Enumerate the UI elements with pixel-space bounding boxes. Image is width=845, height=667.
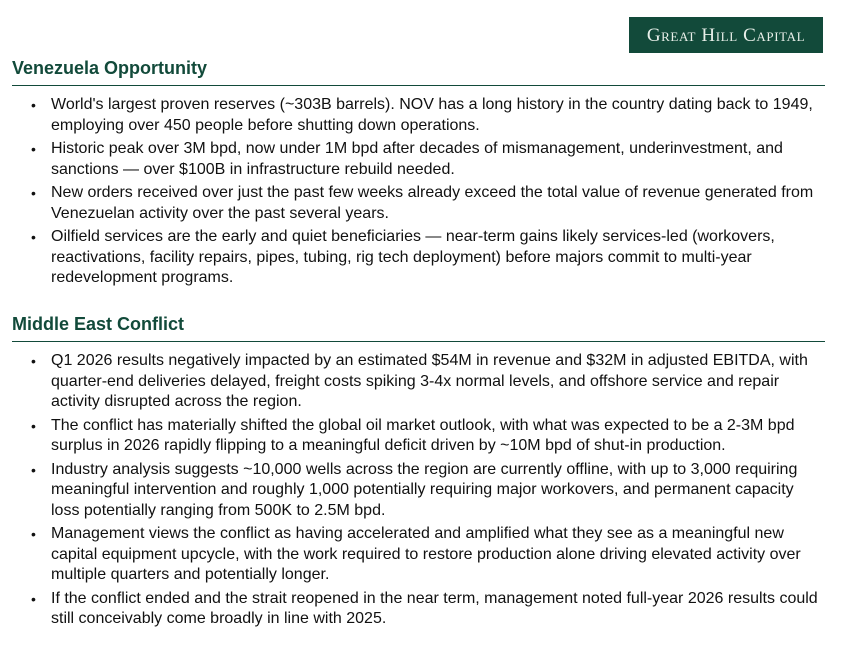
bullet-item — [12, 227, 825, 289]
bullet-text: If the conflict ended and the strait reopened in the near term, management noted full-year 2026 results could still conceivably come broadly in line with 2025. — [51, 589, 818, 627]
bullet-item — [12, 139, 825, 180]
bullet-text: Oilfield services are the early and quiet beneficiaries — near-term gains likely services-led (workovers, reactivations, facility repairs, pipes, tubing, rig tech deployment) before majors commit to multi-year redevelopment programs. — [51, 228, 775, 286]
bullet-text: New orders received over just the past few weeks already exceed the total value of revenue generated from Venezuelan activity over the past several years. — [51, 184, 814, 222]
bullet-item — [12, 351, 825, 413]
bullet-item — [12, 416, 825, 457]
bullet-text: Historic peak over 3M bpd, now under 1M bpd after decades of mismanagement, underinvestment, and sanctions — over $100B in infrastructure rebuild needed. — [51, 140, 783, 178]
bullet-item — [12, 589, 825, 630]
bullet-text: Industry analysis suggests ~10,000 wells across the region are currently offline, with up to 3,000 requiring meaningful intervention and roughly 1,000 potentially requiring major workovers, and permanent capacity loss potentially ranging from 500K to 2.5M bpd. — [51, 460, 798, 519]
bullet-text: The conflict has materially shifted the global oil market outlook, with what was expected to be a 2-3M bpd surplus in 2026 rapidly flipping to a meaningful deficit driven by ~10M bpd of shut-in production. — [51, 416, 795, 454]
bullet-text: World's largest proven reserves (~303B barrels). NOV has a long history in the country dating back to 1949, employing over 450 people before shutting down operations. — [51, 96, 813, 134]
bullet-icon: • — [31, 229, 36, 245]
bullet-item — [12, 524, 825, 586]
section-middle-east-conflict — [12, 312, 825, 633]
bullet-list — [12, 351, 825, 630]
bullet-icon: • — [31, 417, 36, 434]
bullet-icon: • — [31, 461, 36, 478]
bullet-icon: • — [31, 141, 36, 157]
bullet-item — [12, 460, 825, 522]
section-divider — [12, 85, 825, 86]
section-divider — [12, 341, 825, 342]
section-venezuela-opportunity — [12, 56, 825, 292]
bullet-icon: • — [31, 353, 36, 369]
bullet-text: Management views the conflict as having accelerated and amplified what they see as a meaningful new capital equipment upcycle, with the work required to restore production alone driving elevated activity over multiple quarters and potentially longer. — [51, 525, 801, 583]
bullet-list — [12, 95, 825, 289]
bullet-icon: • — [31, 185, 36, 201]
section-title: Middle East Conflict — [12, 314, 185, 334]
bullet-icon: • — [31, 590, 36, 607]
bullet-icon: • — [31, 526, 36, 542]
great-hill-capital-logo: Great Hill Capital — [629, 17, 823, 53]
section-title: Venezuela Opportunity — [12, 58, 208, 78]
bullet-icon: • — [31, 97, 36, 113]
bullet-item — [12, 95, 825, 136]
bullet-item — [12, 183, 825, 224]
bullet-text: Q1 2026 results negatively impacted by an estimated $54M in revenue and $32M in adjusted EBITDA, with quarter-end deliveries delayed, freight costs spiking 3-4x normal levels, and offshore service and repair activity disrupted across the region. — [51, 352, 808, 410]
